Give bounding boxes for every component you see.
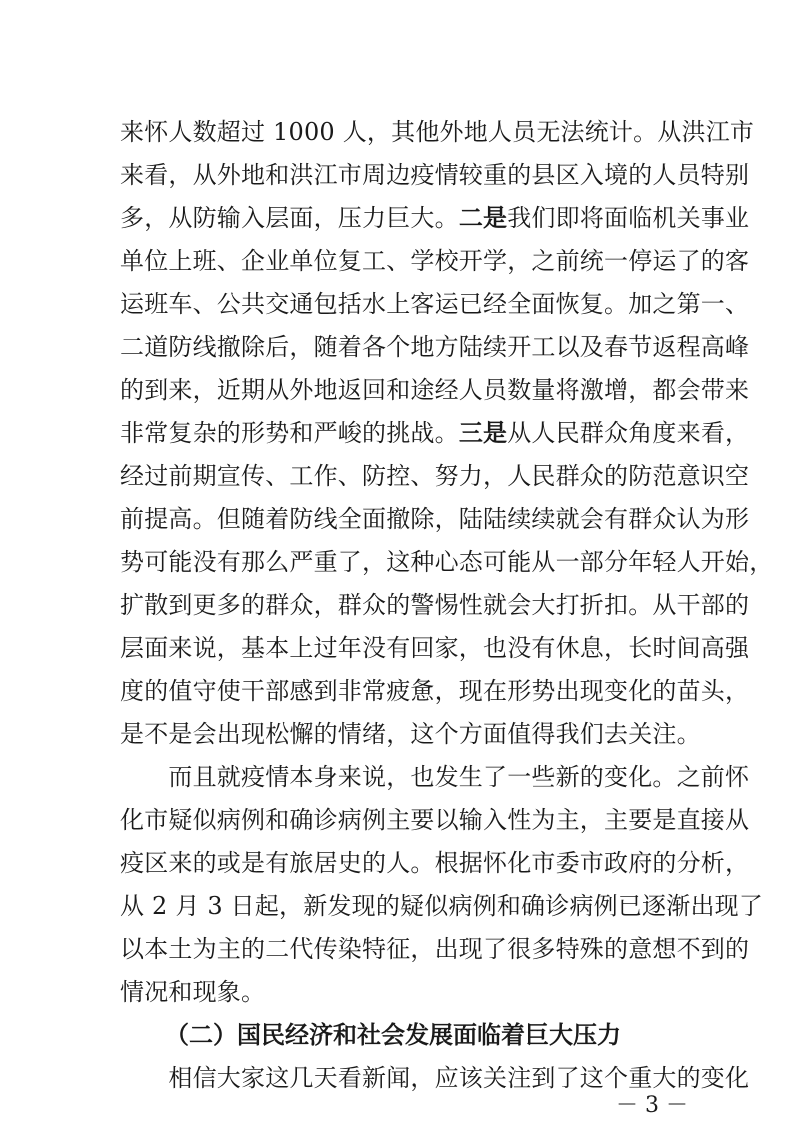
body-text-line: [120, 417, 750, 449]
body-text-line: 前提高。但随着防线全面撤除，陆陆续续就会有群众认为形: [120, 505, 750, 533]
page-number: － 3 －: [616, 1093, 688, 1118]
body-text-line: 以本土为主的二代传染特征，出现了很多特殊的意想不到的: [120, 935, 750, 963]
body-text-line: 相信大家这几天看新闻，应该关注到了这个重大的变化: [120, 1064, 750, 1092]
body-text-line: 的到来，近期从外地返回和途经人员数量将激增，都会带来: [120, 376, 750, 404]
body-text-line: 单位上班、企业单位复工、学校开学，之前统一停运了的客: [120, 247, 750, 275]
body-text-line: 运班车、公共交通包括水上客运已经全面恢复。加之第一、: [120, 290, 750, 318]
body-text-line: 经过前期宣传、工作、防控、努力，人民群众的防范意识空: [120, 462, 750, 490]
body-text-line: 而且就疫情本身来说，也发生了一些新的变化。之前怀: [120, 763, 750, 791]
bold-marker: 三是: [458, 418, 508, 447]
body-text-line: [120, 202, 750, 234]
body-text-line: 情况和现象。: [120, 978, 266, 1006]
body-text-line: 是不是会出现松懈的情绪，这个方面值得我们去关注。: [120, 720, 701, 748]
section-heading: （二）国民经济和社会发展面临着巨大压力: [165, 1020, 621, 1049]
body-text-line: 疫区来的或是有旅居史的人。根据怀化市委市政府的分析，: [120, 849, 750, 877]
text-span: 从人民群众角度来看，: [507, 419, 750, 447]
body-text-line: 度的值守使干部感到非常疲惫，现在形势出现变化的苗头，: [120, 677, 750, 705]
body-text-line: 化市疑似病例和确诊病例主要以输入性为主，主要是直接从: [120, 806, 750, 834]
body-text-line: 层面来说，基本上过年没有回家，也没有休息，长时间高强: [120, 634, 750, 662]
body-text-line: 来看，从外地和洪江市周边疫情较重的县区入境的人员特别: [120, 161, 750, 189]
text-span: 我们即将面临机关事业: [507, 204, 750, 232]
text-span: 多，从防输入层面，压力巨大。: [120, 204, 459, 232]
bold-marker: 二是: [458, 203, 508, 232]
body-text-line: 扩散到更多的群众，群众的警惕性就会大打折扣。从干部的: [120, 591, 750, 619]
body-text-line: 二道防线撤除后，随着各个地方陆续开工以及春节返程高峰: [120, 333, 750, 361]
body-text-line: 来怀人数超过 1000 人，其他外地人员无法统计。从洪江市: [120, 118, 755, 146]
body-text-line: 势可能没有那么严重了，这种心态可能从一部分年轻人开始，: [120, 548, 774, 576]
text-span: 非常复杂的形势和严峻的挑战。: [120, 419, 459, 447]
body-text-line: 从 2 月 3 日起，新发现的疑似病例和确诊病例已逐渐出现了: [120, 892, 764, 920]
